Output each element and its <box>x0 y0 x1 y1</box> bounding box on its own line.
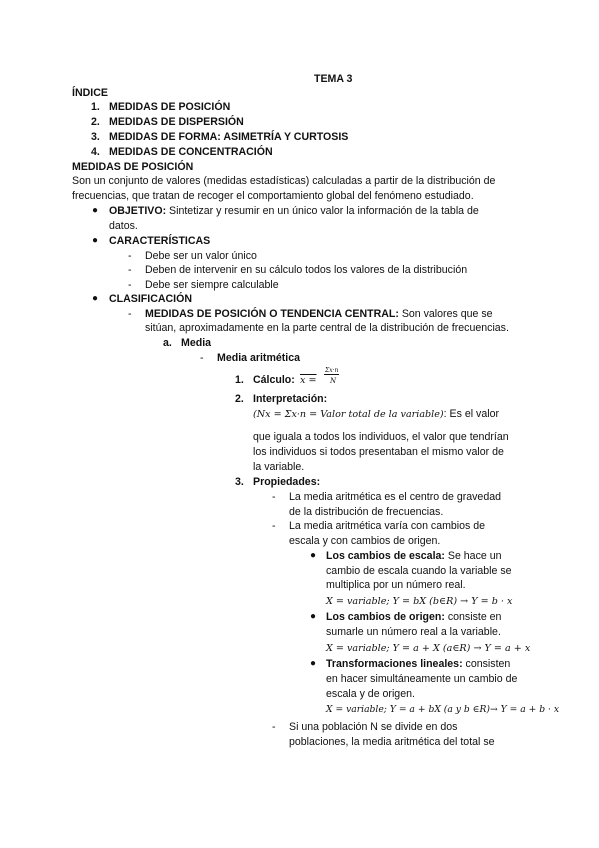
index-item: MEDIDAS DE POSICIÓN <box>109 101 231 113</box>
intro-line: Son un conjunto de valores (medidas estadísticas) calculadas a partir de la distribución de <box>72 175 496 187</box>
calculo-number: 1. <box>235 374 244 386</box>
index-item: MEDIDAS DE FORMA: ASIMETRÍA Y CURTOSIS <box>109 131 349 143</box>
interpretacion-line <box>253 407 499 423</box>
lineales-formula: X = variable; Y = a + bX (a y b ∈R)→ Y = a + b · x <box>326 704 560 715</box>
propiedad-line: La media aritmética es el centro de gravedad <box>289 491 501 503</box>
dash-marker: - <box>272 520 276 532</box>
lineales-text-line: en hacer simultáneamente un cambio de <box>326 673 518 685</box>
interpretacion-text-line: la variable. <box>253 461 305 473</box>
propiedad-line: escala y con cambios de origen. <box>289 535 441 547</box>
dash-marker: - <box>200 352 204 364</box>
interpretacion-text: : Es el valor <box>443 408 500 420</box>
media-label: Media <box>181 337 212 349</box>
lineales-text-line: escala y de origen. <box>326 688 415 700</box>
tendencia-text: Son valores que se <box>398 308 493 320</box>
objetivo-label: OBJETIVO: <box>109 205 167 217</box>
dash-marker: - <box>128 250 132 262</box>
index-heading: ÍNDICE <box>72 87 108 99</box>
dash-marker: - <box>128 308 132 320</box>
propiedades-number: 3. <box>235 476 244 488</box>
media-aritmetica-label: Media aritmética <box>217 352 301 364</box>
index-item: MEDIDAS DE DISPERSIÓN <box>109 116 244 128</box>
intro-line: frecuencias, que tratan de recoger el comportamiento global del fenómeno estudiado. <box>72 190 474 202</box>
interpretacion-text-line: que iguala a todos los individuos, el valor que tendrían <box>253 431 509 443</box>
interpretacion-number: 2. <box>235 393 244 405</box>
index-number: 1. <box>91 101 100 113</box>
escala-text: Se hace un <box>444 550 502 562</box>
tendencia-line <box>145 307 493 322</box>
bullet-icon: ● <box>310 658 317 669</box>
formula-lhs: x = <box>300 375 317 386</box>
lineales-line <box>326 657 510 672</box>
index-number: 3. <box>91 131 100 143</box>
dash-marker: - <box>128 279 132 291</box>
bullet-icon: ● <box>310 550 317 561</box>
formula-numerator: Σx·n <box>325 367 339 374</box>
bullet-icon: ● <box>92 293 99 304</box>
origen-text: consiste en <box>444 611 502 623</box>
escala-line <box>326 549 501 564</box>
dash-marker: - <box>272 491 276 503</box>
lineales-label: Transformaciones lineales: <box>326 658 463 670</box>
interpretacion-text-line: los individuos si todos presentaban el mismo valor de <box>253 446 504 458</box>
propiedad-line: poblaciones, la media aritmética del total se <box>289 736 495 748</box>
media-letter: a. <box>163 337 172 349</box>
escala-text-line: cambio de escala cuando la variable se <box>326 565 512 577</box>
dash-marker: - <box>272 721 276 733</box>
caracteristica-item: Deben de intervenir en su cálculo todos los valores de la distribución <box>145 264 468 276</box>
origen-line <box>326 610 501 625</box>
objetivo-line <box>109 204 479 219</box>
origen-label: Los cambios de origen: <box>326 611 445 623</box>
origen-text-line: sumarle un número real a la variable. <box>326 626 501 638</box>
index-number: 2. <box>91 116 100 128</box>
tendencia-label: MEDIDAS DE POSICIÓN O TENDENCIA CENTRAL: <box>145 308 399 320</box>
calculo-label: Cálculo: <box>253 374 295 386</box>
objetivo-text: Sintetizar y resumir en un único valor la información de la tabla de <box>166 205 479 217</box>
caracteristica-item: Debe ser un valor único <box>145 250 257 262</box>
propiedades-label: Propiedades: <box>253 476 321 488</box>
escala-label: Los cambios de escala: <box>326 550 445 562</box>
page-title: TEMA 3 <box>314 73 353 85</box>
origen-formula: X = variable; Y = a + X (a∈R) → Y = a + x <box>326 643 531 654</box>
escala-formula: X = variable; Y = bX (b∈R) → Y = b · x <box>326 596 513 607</box>
interpretacion-formula: (Nx = Σx·n = Valor total de la variable) <box>253 409 444 420</box>
propiedad-line: La media aritmética varía con cambios de <box>289 520 486 532</box>
propiedad-line: Si una población N se divide en dos <box>289 721 458 733</box>
index-number: 4. <box>91 146 100 158</box>
lineales-text: consisten <box>462 658 511 670</box>
clasificacion-label: CLASIFICACIÓN <box>109 293 192 305</box>
bullet-icon: ● <box>310 611 317 622</box>
bullet-icon: ● <box>92 235 99 246</box>
formula-denominator: N <box>330 377 337 385</box>
index-item: MEDIDAS DE CONCENTRACIÓN <box>109 146 273 158</box>
bullet-icon: ● <box>92 205 99 216</box>
caracteristicas-label: CARACTERÍSTICAS <box>109 235 211 247</box>
interpretacion-label: Interpretación: <box>253 393 328 405</box>
objetivo-text-cont: datos. <box>109 220 138 232</box>
dash-marker: - <box>128 264 132 276</box>
propiedad-line: de la distribución de frecuencias. <box>289 506 444 518</box>
section-heading: MEDIDAS DE POSICIÓN <box>72 161 194 173</box>
escala-text-line: multiplica por un número real. <box>326 579 466 591</box>
tendencia-text-cont: sitúan, aproximadamente en la parte central de la distribución de frecuencias. <box>145 322 509 334</box>
caracteristica-item: Debe ser siempre calculable <box>145 279 279 291</box>
